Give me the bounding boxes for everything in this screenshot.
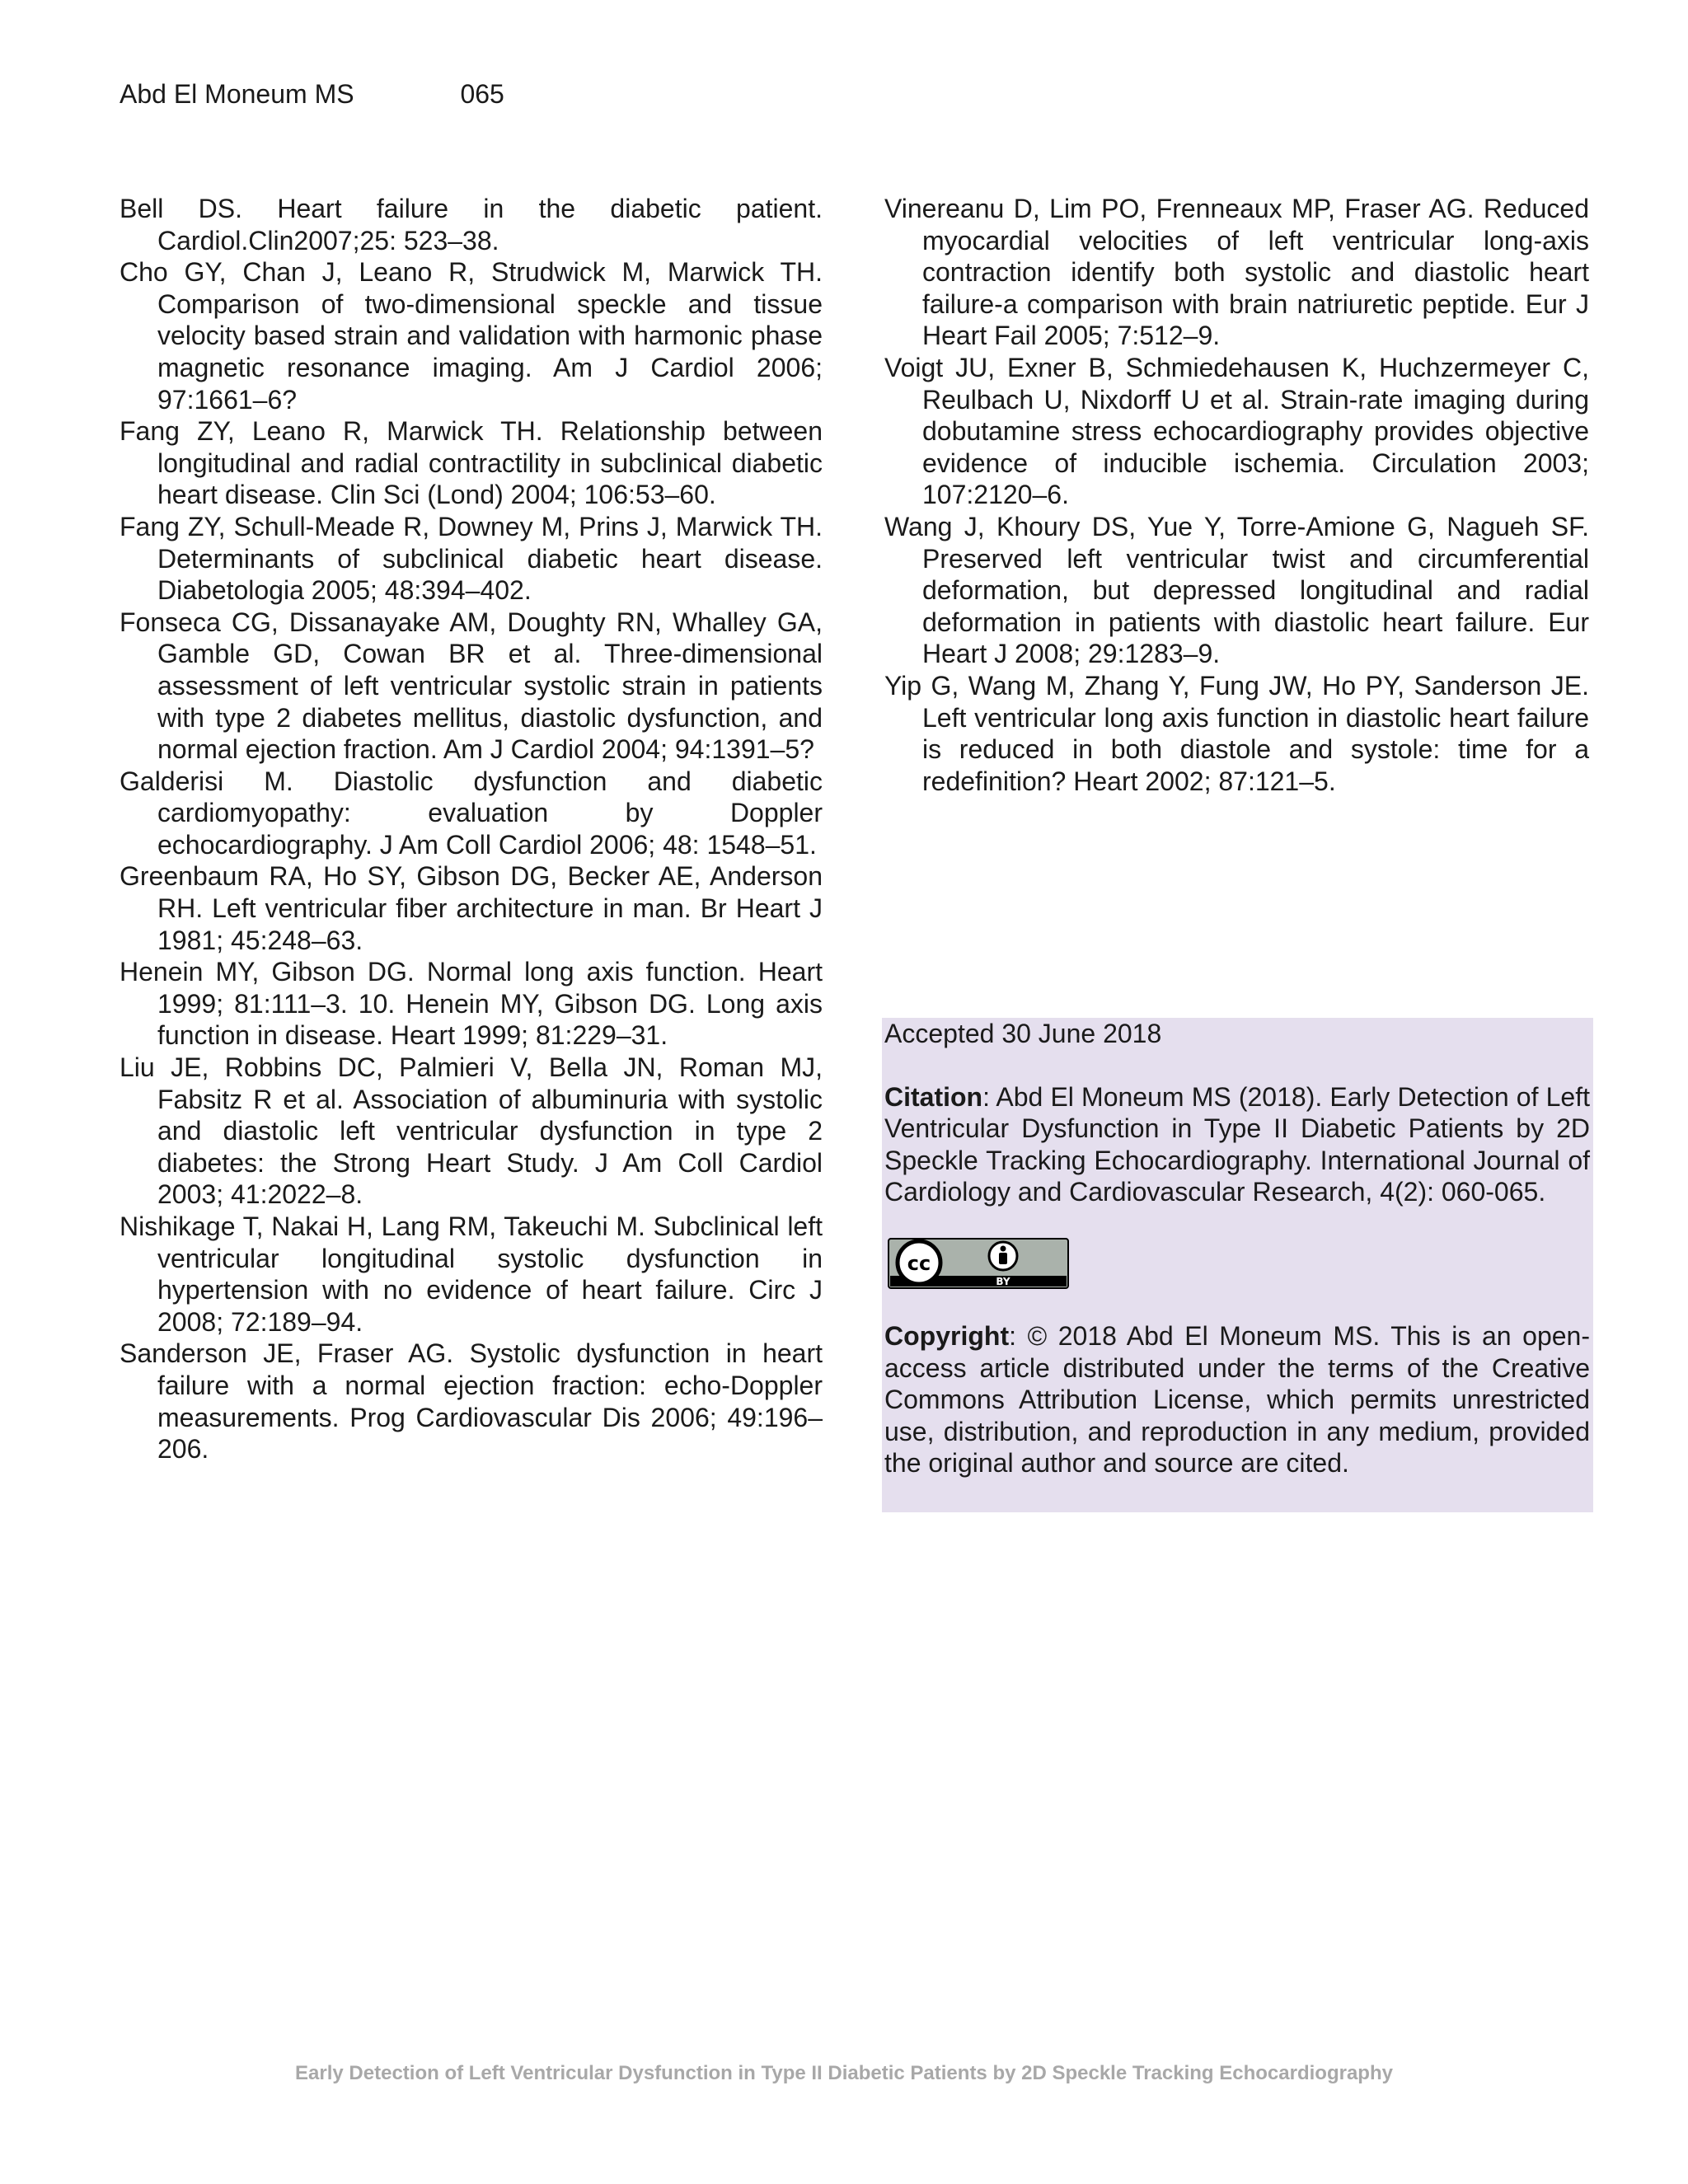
reference-item: Sanderson JE, Fraser AG. Systolic dysfunction in heart failure with a normal ejection fraction: echo-Doppler measurements. Prog Cardiovascular Dis 2006; 49:196–206. [120, 1338, 823, 1465]
reference-item: Cho GY, Chan J, Leano R, Strudwick M, Marwick TH. Comparison of two-dimensional speckle and tissue velocity based strain and validation with harmonic phase magnetic resonance imaging. Am J Cardiol 2006; 97:1661–6? [120, 257, 823, 415]
reference-item: Fang ZY, Leano R, Marwick TH. Relationship between longitudinal and radial contractility in subclinical diabetic heart disease. Clin Sci (Lond) 2004; 106:53–60. [120, 416, 823, 510]
citation-text: : Abd El Moneum MS (2018). Early Detection of Left Ventricular Dysfunction in Type II Diabetic Patients by 2D Speckle Tracking Echocardiography. International Journal of Cardiology and Cardiovascular Research, 4(2): 060-065. [884, 1081, 1590, 1207]
reference-item: Henein MY, Gibson DG. Normal long axis function. Heart 1999; 81:111–3. 10. Henein MY, Gibson DG. Long axis function in disease. Heart 1999; 81:229–31. [120, 957, 823, 1051]
reference-item: Nishikage T, Nakai H, Lang RM, Takeuchi M. Subclinical left ventricular longitudinal systolic dysfunction in hypertension with no evidence of heart failure. Circ J 2008; 72:189–94. [120, 1212, 823, 1337]
reference-item: Greenbaum RA, Ho SY, Gibson DG, Becker AE, Anderson RH. Left ventricular fiber architecture in man. Br Heart J 1981; 45:248–63. [120, 861, 823, 955]
references-left-column [120, 193, 823, 1465]
page-number: 065 [460, 79, 504, 109]
citation [884, 1081, 1590, 1208]
reference-item: Bell DS. Heart failure in the diabetic patient. Cardiol.Clin2007;25: 523–38. [120, 194, 823, 255]
references-right-column [884, 193, 1589, 797]
reference-item: Voigt JU, Exner B, Schmiedehausen K, Huchzermeyer C, Reulbach U, Nixdorff U et al. Strain-rate imaging during dobutamine stress echocardiography provides objective evidence of inducible ischemia. Circulation 2003; 107:2120–6. [884, 352, 1589, 510]
copyright-label: Copyright [884, 1320, 1010, 1351]
reference-item: Fonseca CG, Dissanayake AM, Doughty RN, Whalley GA, Gamble GD, Cowan BR et al. Three-dimensional assessment of left ventricular systolic strain in patients with type 2 diabetes mellitus, diastolic dysfunction, and normal ejection fraction. Am J Cardiol 2004; 94:1391–5? [120, 607, 823, 765]
accepted-date: Accepted 30 June 2018 [884, 1019, 1162, 1048]
reference-item: Liu JE, Robbins DC, Palmieri V, Bella JN, Roman MJ, Fabsitz R et al. Association of albuminuria with systolic and diastolic left ventricular dysfunction in type 2 diabetes: the Strong Heart Study. J Am Coll Cardiol 2003; 41:2022–8. [120, 1052, 823, 1210]
running-footer: Early Detection of Left Ventricular Dysfunction in Type II Diabetic Patients by 2D Speckle Tracking Echocardiography [295, 2062, 1393, 2084]
running-head [120, 79, 504, 110]
copyright-text: : © 2018 Abd El Moneum MS. This is an open-access article distributed under the terms of the Creative Commons Attribution License, which permits unrestricted use, distribution, and reproduction in any medium, provided the original author and source are cited. [884, 1320, 1590, 1479]
reference-item: Galderisi M. Diastolic dysfunction and diabetic cardiomyopathy: evaluation by Doppler echocardiography. J Am Coll Cardiol 2006; 48: 1548–51. [120, 766, 823, 860]
copyright [884, 1320, 1590, 1479]
header-author: Abd El Moneum MS [120, 79, 354, 109]
by-label: BY [996, 1275, 1010, 1287]
citation-label: Citation [884, 1081, 983, 1112]
reference-item: Fang ZY, Schull-Meade R, Downey M, Prins J, Marwick TH. Determinants of subclinical diabetic heart disease. Diabetologia 2005; 48:394–402. [120, 511, 823, 606]
reference-item: Yip G, Wang M, Zhang Y, Fung JW, Ho PY, Sanderson JE. Left ventricular long axis function in diastolic heart failure is reduced in both diastole and systole: time for a redefinition? Heart 2002; 87:121–5. [884, 670, 1589, 796]
article-info-box [882, 1018, 1593, 1512]
cc-glyph: cc [907, 1251, 931, 1275]
reference-item: Vinereanu D, Lim PO, Frenneaux MP, Fraser AG. Reduced myocardial velocities of left ventricular long-axis contraction identify both systolic and diastolic heart failure-a comparison with brain natriuretic peptide. Eur J Heart Fail 2005; 7:512–9. [884, 194, 1589, 351]
cc-by-icon [888, 1238, 1069, 1289]
reference-item: Wang J, Khoury DS, Yue Y, Torre-Amione G, Nagueh SF. Preserved left ventricular twist and circumferential deformation, but depressed longitudinal and radial deformation in patients with diastolic heart failure. Eur Heart J 2008; 29:1283–9. [884, 511, 1589, 669]
